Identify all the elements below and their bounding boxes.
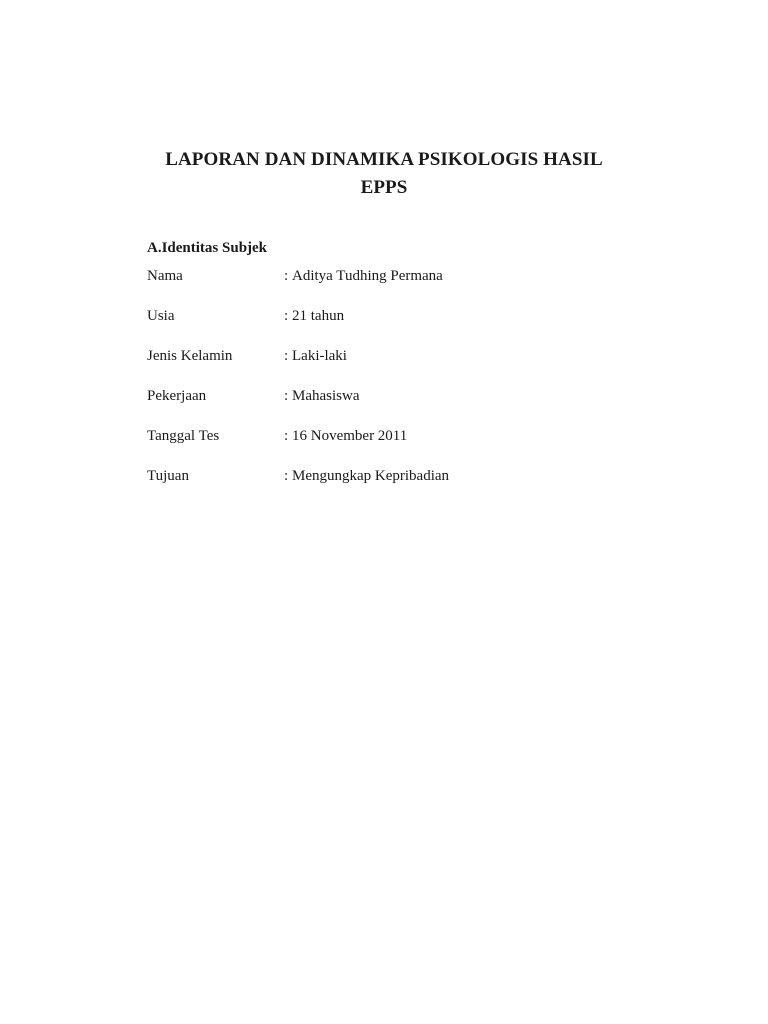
identity-fields — [147, 266, 647, 506]
field-row-nama — [147, 266, 647, 306]
field-value: Aditya Tudhing Permana — [292, 268, 443, 284]
title-line-1: LAPORAN DAN DINAMIKA PSIKOLOGIS HASIL — [165, 149, 603, 170]
field-label: Jenis Kelamin — [147, 348, 233, 364]
field-separator: : — [284, 268, 289, 284]
field-value: Mahasiswa — [292, 388, 360, 404]
field-value: 16 November 2011 — [292, 428, 408, 444]
field-separator: : — [284, 428, 289, 444]
document-title — [120, 146, 648, 202]
field-separator: : — [284, 388, 289, 404]
field-label: Nama — [147, 268, 183, 284]
field-row-usia — [147, 306, 647, 346]
title-line-2: EPPS — [360, 177, 408, 198]
section-heading: A.Identitas Subjek — [147, 240, 268, 256]
field-row-tujuan — [147, 466, 647, 506]
field-value: Laki-laki — [292, 348, 347, 364]
field-value: Mengungkap Kepribadian — [292, 468, 450, 484]
field-value: 21 tahun — [292, 308, 345, 324]
field-separator: : — [284, 348, 289, 364]
field-row-pekerjaan — [147, 386, 647, 426]
field-row-tanggal-tes — [147, 426, 647, 466]
field-label: Tanggal Tes — [147, 428, 220, 444]
field-label: Tujuan — [147, 468, 189, 484]
field-row-jenis-kelamin — [147, 346, 647, 386]
field-label: Usia — [147, 308, 175, 324]
field-separator: : — [284, 308, 289, 324]
field-separator: : — [284, 468, 289, 484]
field-label: Pekerjaan — [147, 388, 207, 404]
